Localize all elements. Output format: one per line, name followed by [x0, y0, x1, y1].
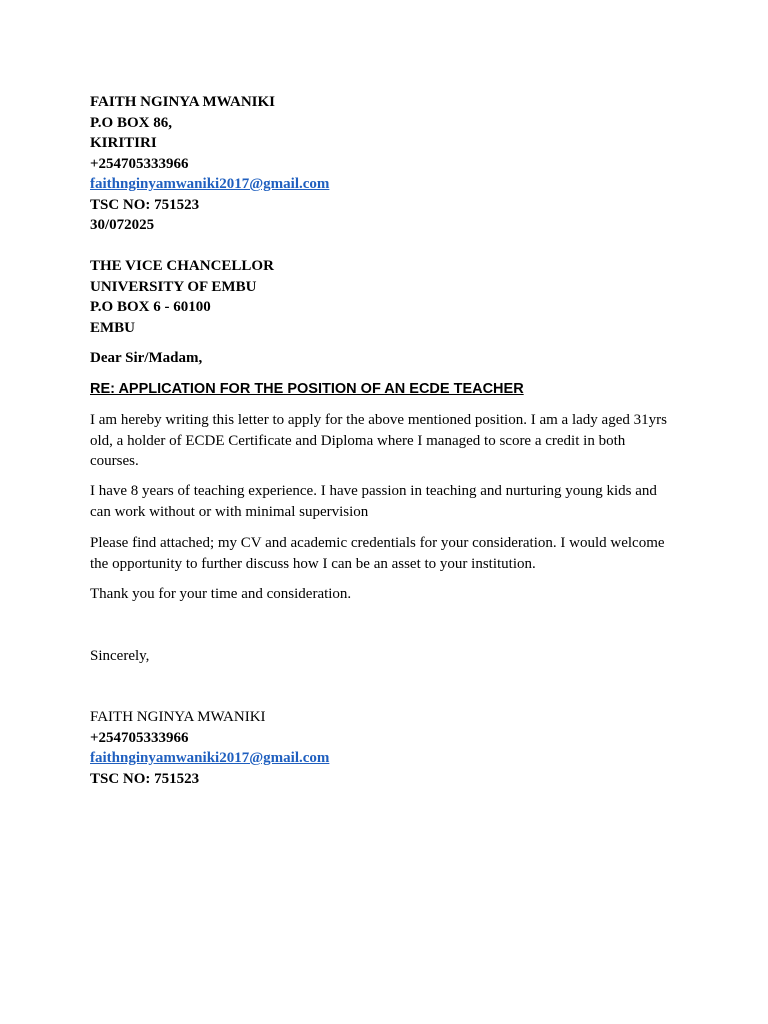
recipient-po-box: P.O BOX 6 - 60100	[90, 299, 211, 315]
body-paragraph-1: I am hereby writing this letter to apply for the above mentioned position. I am a lady aged 31yrs old, a holder of ECDE Certificate and Diploma where I managed to score a credit in both courses.	[90, 412, 667, 469]
body-paragraph-4: Thank you for your time and consideration.	[90, 586, 352, 602]
sender-name: FAITH NGINYA MWANIKI	[90, 94, 276, 110]
signature-tsc-number: TSC NO: 751523	[90, 770, 200, 787]
body-paragraph-2: I have 8 years of teaching experience. I have passion in teaching and nurturing young kids and can work without or with minimal supervision	[90, 483, 657, 520]
recipient-address-block	[90, 256, 680, 338]
recipient-title: THE VICE CHANCELLOR	[90, 258, 274, 274]
salutation-block	[90, 348, 680, 369]
recipient-town: EMBU	[90, 319, 135, 336]
signature-name: FAITH NGINYA MWANIKI	[90, 709, 266, 725]
sender-town: KIRITIRI	[90, 135, 157, 151]
sender-po-box: P.O BOX 86,	[90, 114, 172, 131]
letter-date: 30/072025	[90, 217, 155, 233]
body-paragraph-3: Please find attached; my CV and academic credentials for your consideration. I would welcome the opportunity to further discuss how I can be an asset to your institution.	[90, 535, 665, 572]
salutation: Dear Sir/Madam,	[90, 350, 203, 366]
subject-line: RE: APPLICATION FOR THE POSITION OF AN ECDE TEACHER	[90, 381, 524, 397]
sender-address-block	[90, 92, 680, 236]
sender-tsc-number: TSC NO: 751523	[90, 196, 200, 213]
recipient-institution: UNIVERSITY OF EMBU	[90, 278, 257, 295]
signature-phone: +254705333966	[90, 729, 189, 746]
sender-phone: +254705333966	[90, 155, 189, 172]
sender-email-link[interactable]: faithnginyamwaniki2017@gmail.com	[90, 176, 330, 192]
subject-block	[90, 379, 680, 400]
closing: Sincerely,	[90, 648, 150, 664]
signature-block	[90, 707, 680, 789]
closing-block	[90, 646, 680, 667]
signature-email-link[interactable]: faithnginyamwaniki2017@gmail.com	[90, 750, 330, 766]
